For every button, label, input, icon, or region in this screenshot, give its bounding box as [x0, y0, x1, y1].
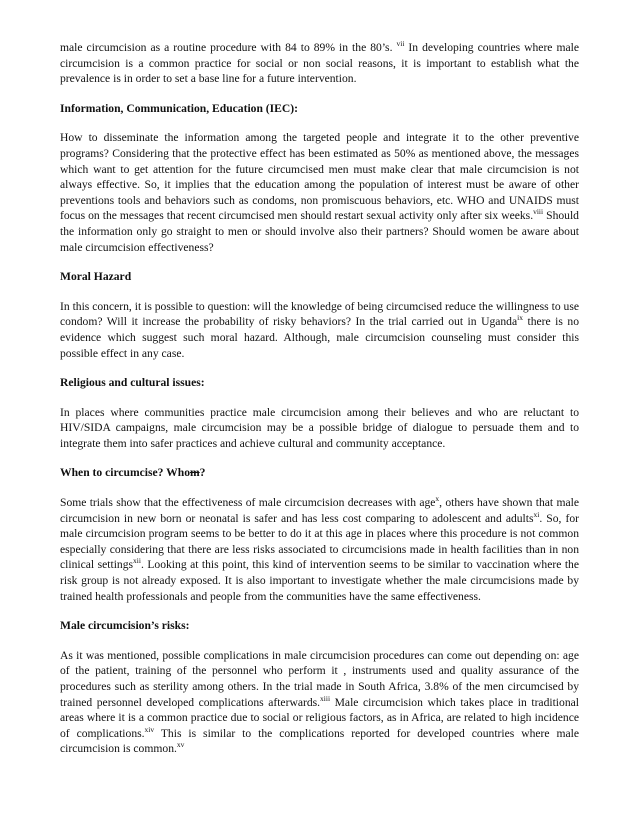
endnote-ref: xi: [533, 509, 540, 519]
when-paragraph: Some trials show that the effectiveness of male circumcision decreases with age$^x$, others have shown that male circumcision in new born or neonatal is safer and has less cost comparing to adolescent and adults$^{xi}$. So, for male circumcision program seems to be better to do it at this age in places where this procedure is not common especially considering that there are less risks associated to circumcisions made in health facilities than in non clinical settings$^{xii}$. Looking at this point, this kind of intervention seems to be similar to vaccination where the risk group is not already exposed. It is also important to investigate whether the male circumcisions made by trained health professionals and people from the communities have the same effectiveness.: [60, 494, 579, 603]
endnote-ref: xv: [176, 740, 185, 750]
section-heading-risks: Male circumcision’s risks:: [60, 619, 190, 633]
section-heading-religious: Religious and cultural issues:: [60, 376, 205, 390]
endnote-ref: ix: [517, 313, 523, 323]
moral-hazard-paragraph: In this concern, it is possible to question: will the knowledge of being circumcised reduce the willingness to use condom? Will it increase the probability of risky behaviors? In the trial carried out in Uganda$^{ix}$ there is no evidence which suggest such moral hazard. Although, male circumcision counseling must consider this possible effect in any case.: [60, 299, 579, 360]
endnote-ref: xiv: [144, 724, 155, 734]
endnote-ref: viii: [533, 207, 544, 217]
endnote-ref: xiii: [320, 693, 331, 703]
section-heading-moral-hazard: Moral Hazard: [60, 270, 132, 284]
risks-paragraph: As it was mentioned, possible complications in male circumcision procedures can come out depending on: age of the patient, training of the personnel who perform it , instruments used and quality assurance of the procedures such as sterility among others. In the trial made in South Africa, 3.8% of the men circumcised by trained personnel developed complications afterwards.$^{xiii}$ Male circumcision which takes place in traditional areas where it is a common practice due to social or religious factors, as in Africa, are related to high incidence of complications.$^{xiv}$ This is similar to the complications reported for developed countries where male circumcision is common.$^{xv}$: [60, 648, 579, 756]
endnote-ref: xii: [133, 556, 141, 566]
endnote-ref: x: [435, 494, 440, 504]
struck-letter: m: [190, 466, 200, 480]
endnote-ref: vii: [396, 39, 405, 48]
document-page: [60, 40, 579, 757]
section-heading-when: When to circumcise? Whom?: [60, 466, 206, 480]
intro-paragraph: male circumcision as a routine procedure with 84 to 89% in the 80’s. $^{vii}$ In developing countries where male circumcision is a common practice for social or non social reasons, it is important to establish what the prevalence is in order to set a base line for a future intervention.: [60, 39, 580, 86]
iec-paragraph: How to disseminate the information among the targeted people and integrate it to the other preventive programs? Considering that the protective effect has been estimated as 50% as mentioned above, the messages which want to get attention for the future circumcised men must make clear that male circumcision is not always effective. So, it implies that the education among the population of interest must be aware of other preventions tools and behaviors such as condoms, non promiscuous behaviors, etc. WHO and UNAIDS must focus on the messages that recent circumcised men should restart sexual activity only after six weeks.$^{viii}$ Should the information only go straight to men or should involve also their partners? Should women be aware about male circumcision effectiveness?: [60, 131, 579, 254]
section-heading-iec: Information, Communication, Education (IEC):: [60, 101, 299, 115]
religious-paragraph: In places where communities practice male circumcision among their believes and who are reluctant to HIV/SIDA campaigns, male circumcision may be a possible bridge of dialogue to persuade them and to integrate them into safer practices and achieve cultural and community acceptance.: [60, 405, 579, 450]
